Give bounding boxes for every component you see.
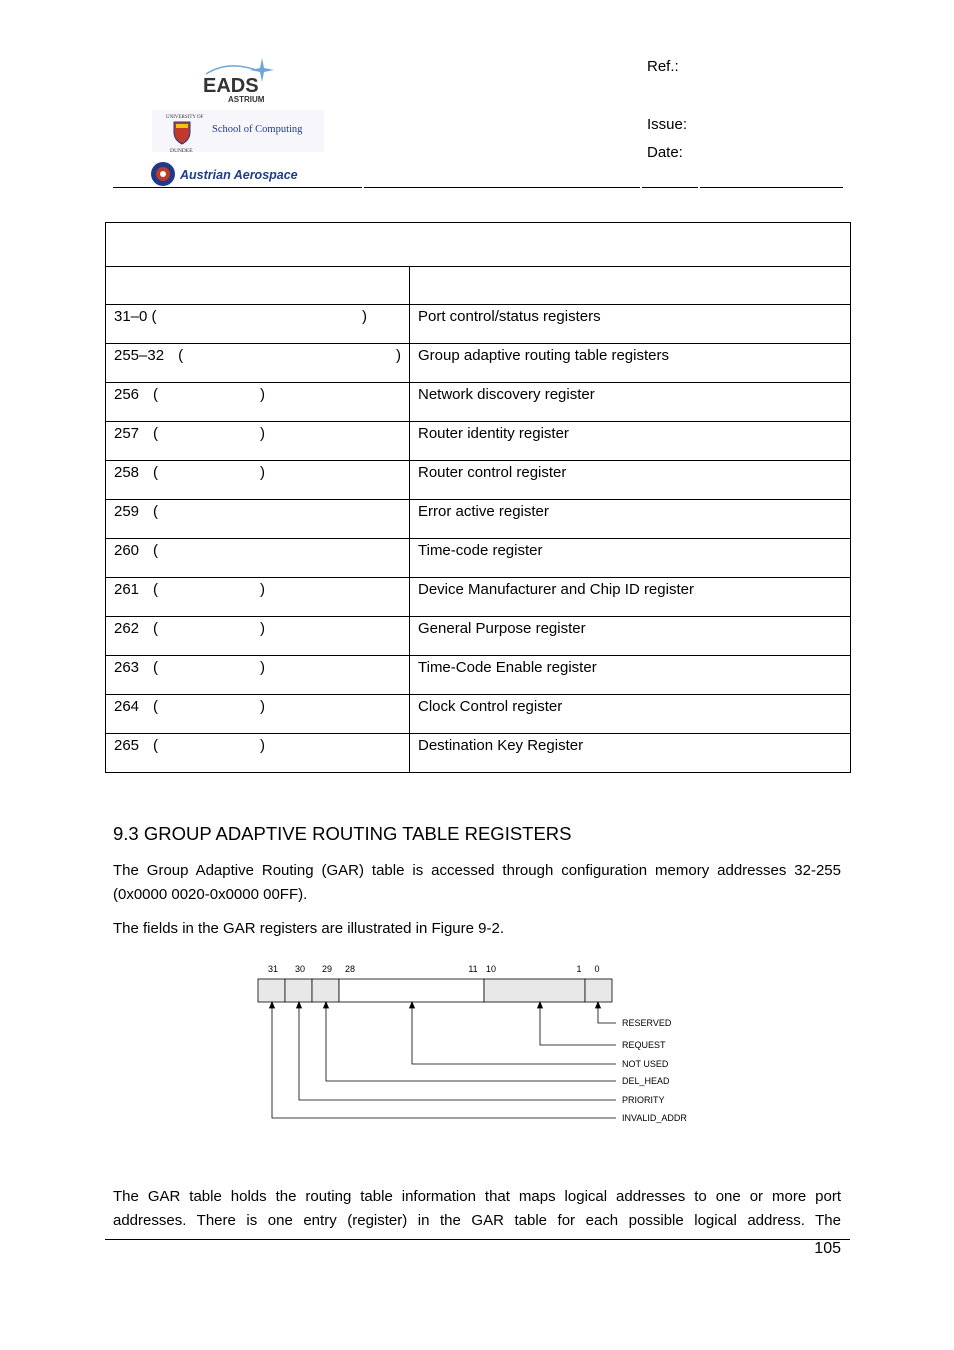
address-close-paren: ) — [260, 659, 265, 676]
register-description: Group adaptive routing table registers — [418, 347, 669, 364]
issue-label: Issue: — [647, 116, 688, 133]
leader-line — [326, 1004, 616, 1081]
address-value — [114, 540, 401, 559]
bit-31-field — [258, 979, 285, 1002]
address-number: 264 — [114, 698, 140, 715]
field-label: INVALID_ADDR — [622, 1113, 687, 1123]
arrow-up-icon — [410, 1002, 415, 1008]
address-close-paren: ) — [396, 347, 401, 364]
bit-number-label: 31 — [267, 964, 279, 974]
field-label: NOT USED — [622, 1059, 669, 1069]
dundee-logo — [152, 110, 324, 154]
table-header-cell — [106, 267, 410, 305]
bit-number-label: 30 — [294, 964, 306, 974]
address-cell — [106, 734, 410, 773]
register-description: Router control register — [418, 464, 567, 481]
table-title-cell — [106, 223, 851, 267]
leader-line — [540, 1004, 616, 1045]
address-number: 258 — [114, 464, 140, 481]
bit-number-label: 0 — [594, 964, 600, 974]
table-row — [106, 344, 851, 383]
arrow-up-icon — [538, 1002, 543, 1008]
description-cell — [410, 383, 851, 422]
address-cell — [106, 383, 410, 422]
table-row — [106, 500, 851, 539]
bit-30-field — [285, 979, 312, 1002]
register-description: Destination Key Register — [418, 737, 584, 754]
address-close-paren: ) — [260, 464, 265, 481]
address-open-paren: ( — [153, 542, 159, 559]
description-cell — [410, 422, 851, 461]
leader-line — [299, 1004, 616, 1100]
austrian-aerospace-logo — [151, 162, 298, 186]
field-label: DEL_HEAD — [622, 1076, 670, 1086]
austrian-logo-text: Austrian Aerospace — [180, 168, 298, 182]
address-open-paren: ( — [178, 347, 184, 364]
address-value — [114, 345, 401, 364]
table-row — [106, 461, 851, 500]
address-open-paren: ( — [153, 620, 159, 637]
table-row — [106, 422, 851, 461]
address-open-paren: ( — [153, 425, 159, 442]
field-label: RESERVED — [622, 1018, 672, 1028]
bit-number-label: 10 — [485, 964, 497, 974]
request-field — [484, 979, 585, 1002]
address-close-paren: ) — [260, 737, 265, 754]
address-value — [114, 384, 401, 403]
table-row — [106, 305, 851, 344]
description-cell — [410, 734, 851, 773]
header-logos — [148, 52, 360, 188]
address-cell — [106, 422, 410, 461]
address-close-paren: ) — [260, 620, 265, 637]
paragraph: The GAR table holds the routing table information that maps logical addresses to one or more port addresses. There is one entry (register) in the GAR table for each possible logical address. The — [113, 1188, 841, 1229]
address-number: 255–32 — [114, 347, 165, 364]
header-rule — [642, 187, 698, 188]
leader-line — [412, 1004, 616, 1064]
ref-label: Ref.: — [647, 58, 679, 75]
register-table — [105, 222, 851, 773]
table-row — [106, 656, 851, 695]
register-description: Port control/status registers — [418, 308, 601, 325]
address-number: 263 — [114, 659, 140, 676]
address-cell — [106, 500, 410, 539]
leader-line — [272, 1004, 616, 1118]
not-used-field — [339, 979, 484, 1002]
dundee-logo-text: DUNDEE — [170, 148, 193, 154]
section-title: 9.3 GROUP ADAPTIVE ROUTING TABLE REGISTERS — [113, 823, 572, 844]
address-cell — [106, 305, 410, 344]
address-number: 262 — [114, 620, 140, 637]
description-cell — [410, 344, 851, 383]
address-close-paren: ) — [260, 581, 265, 598]
reserved-field — [585, 979, 612, 1002]
eads-logo-text: EADS — [203, 75, 259, 97]
table-row — [106, 695, 851, 734]
address-number: 256 — [114, 386, 140, 403]
address-value — [114, 423, 401, 442]
bit-number-label: 28 — [344, 964, 356, 974]
description-cell — [410, 578, 851, 617]
eads-astrium-logo — [203, 58, 274, 104]
address-number: 265 — [114, 737, 140, 754]
bit-number-label: 1 — [576, 964, 582, 974]
field-label: PRIORITY — [622, 1095, 665, 1105]
address-value — [114, 462, 401, 481]
address-value — [114, 696, 401, 715]
address-close-paren: ) — [260, 698, 265, 715]
table-header-cell — [410, 267, 851, 305]
table-row — [106, 539, 851, 578]
address-value — [114, 306, 401, 325]
table-title-row — [106, 223, 851, 267]
address-value — [114, 735, 401, 754]
address-open-paren: ( — [153, 386, 159, 403]
address-value — [114, 618, 401, 637]
bit-29-field — [312, 979, 339, 1002]
address-close-paren: ) — [260, 425, 265, 442]
address-cell — [106, 461, 410, 500]
header-rule — [700, 187, 843, 188]
description-cell — [410, 305, 851, 344]
footer-rule — [105, 1239, 850, 1240]
table-row — [106, 578, 851, 617]
address-open-paren: ( — [153, 503, 159, 520]
address-number: 261 — [114, 581, 140, 598]
address-open-paren: ( — [153, 698, 159, 715]
leader-line — [598, 1004, 616, 1023]
header-rule — [113, 187, 362, 188]
address-cell — [106, 695, 410, 734]
address-cell — [106, 617, 410, 656]
address-cell — [106, 344, 410, 383]
address-close-paren: ) — [260, 386, 265, 403]
address-number: 260 — [114, 542, 140, 559]
paragraph: The fields in the GAR registers are illustrated in Figure 9-2. — [113, 920, 505, 937]
register-description: General Purpose register — [418, 620, 586, 637]
register-description: Network discovery register — [418, 386, 595, 403]
register-description: Router identity register — [418, 425, 569, 442]
table-row — [106, 383, 851, 422]
address-open-paren: ( — [153, 464, 159, 481]
table-header-row — [106, 267, 851, 305]
university-ring-text: UNIVERSITY OF — [166, 115, 204, 120]
address-cell — [106, 539, 410, 578]
table-row — [106, 734, 851, 773]
table-row — [106, 617, 851, 656]
address-cell — [106, 656, 410, 695]
description-cell — [410, 617, 851, 656]
bit-number-label: 11 — [468, 964, 478, 974]
description-cell — [410, 461, 851, 500]
address-cell — [106, 578, 410, 617]
register-description: Device Manufacturer and Chip ID register — [418, 581, 694, 598]
description-cell — [410, 500, 851, 539]
gar-register-figure — [250, 955, 710, 1135]
address-close-paren: ) — [362, 308, 367, 325]
address-value — [114, 657, 401, 676]
paragraph: The Group Adaptive Routing (GAR) table is accessed through configuration memory addresses 32-255 (0x0000 0020-0x0000 00FF). — [113, 862, 841, 903]
register-description: Time-Code Enable register — [418, 659, 597, 676]
address-value — [114, 501, 401, 520]
register-description: Clock Control register — [418, 698, 563, 715]
field-label: REQUEST — [622, 1040, 666, 1050]
address-number: 257 — [114, 425, 140, 442]
address-open-paren: ( — [153, 581, 159, 598]
description-cell — [410, 695, 851, 734]
astrium-logo-text: ASTRIUM — [228, 95, 265, 104]
arc-icon — [206, 66, 256, 74]
arrow-up-icon — [596, 1002, 601, 1008]
bit-number-label: 29 — [321, 964, 333, 974]
description-cell — [410, 539, 851, 578]
arrow-up-icon — [297, 1002, 302, 1008]
school-logo-text: School of Computing — [212, 124, 303, 135]
address-open-paren: ( — [153, 737, 159, 754]
register-description: Time-code register — [418, 542, 543, 559]
date-label: Date: — [647, 144, 683, 161]
address-value — [114, 579, 401, 598]
arrow-up-icon — [324, 1002, 329, 1008]
address-number: 31–0 ( — [114, 308, 157, 325]
arrow-up-icon — [270, 1002, 275, 1008]
description-cell — [410, 656, 851, 695]
address-open-paren: ( — [153, 659, 159, 676]
address-number: 259 — [114, 503, 140, 520]
page-number: 105 — [814, 1240, 841, 1257]
header-rule — [364, 187, 640, 188]
register-description: Error active register — [418, 503, 549, 520]
